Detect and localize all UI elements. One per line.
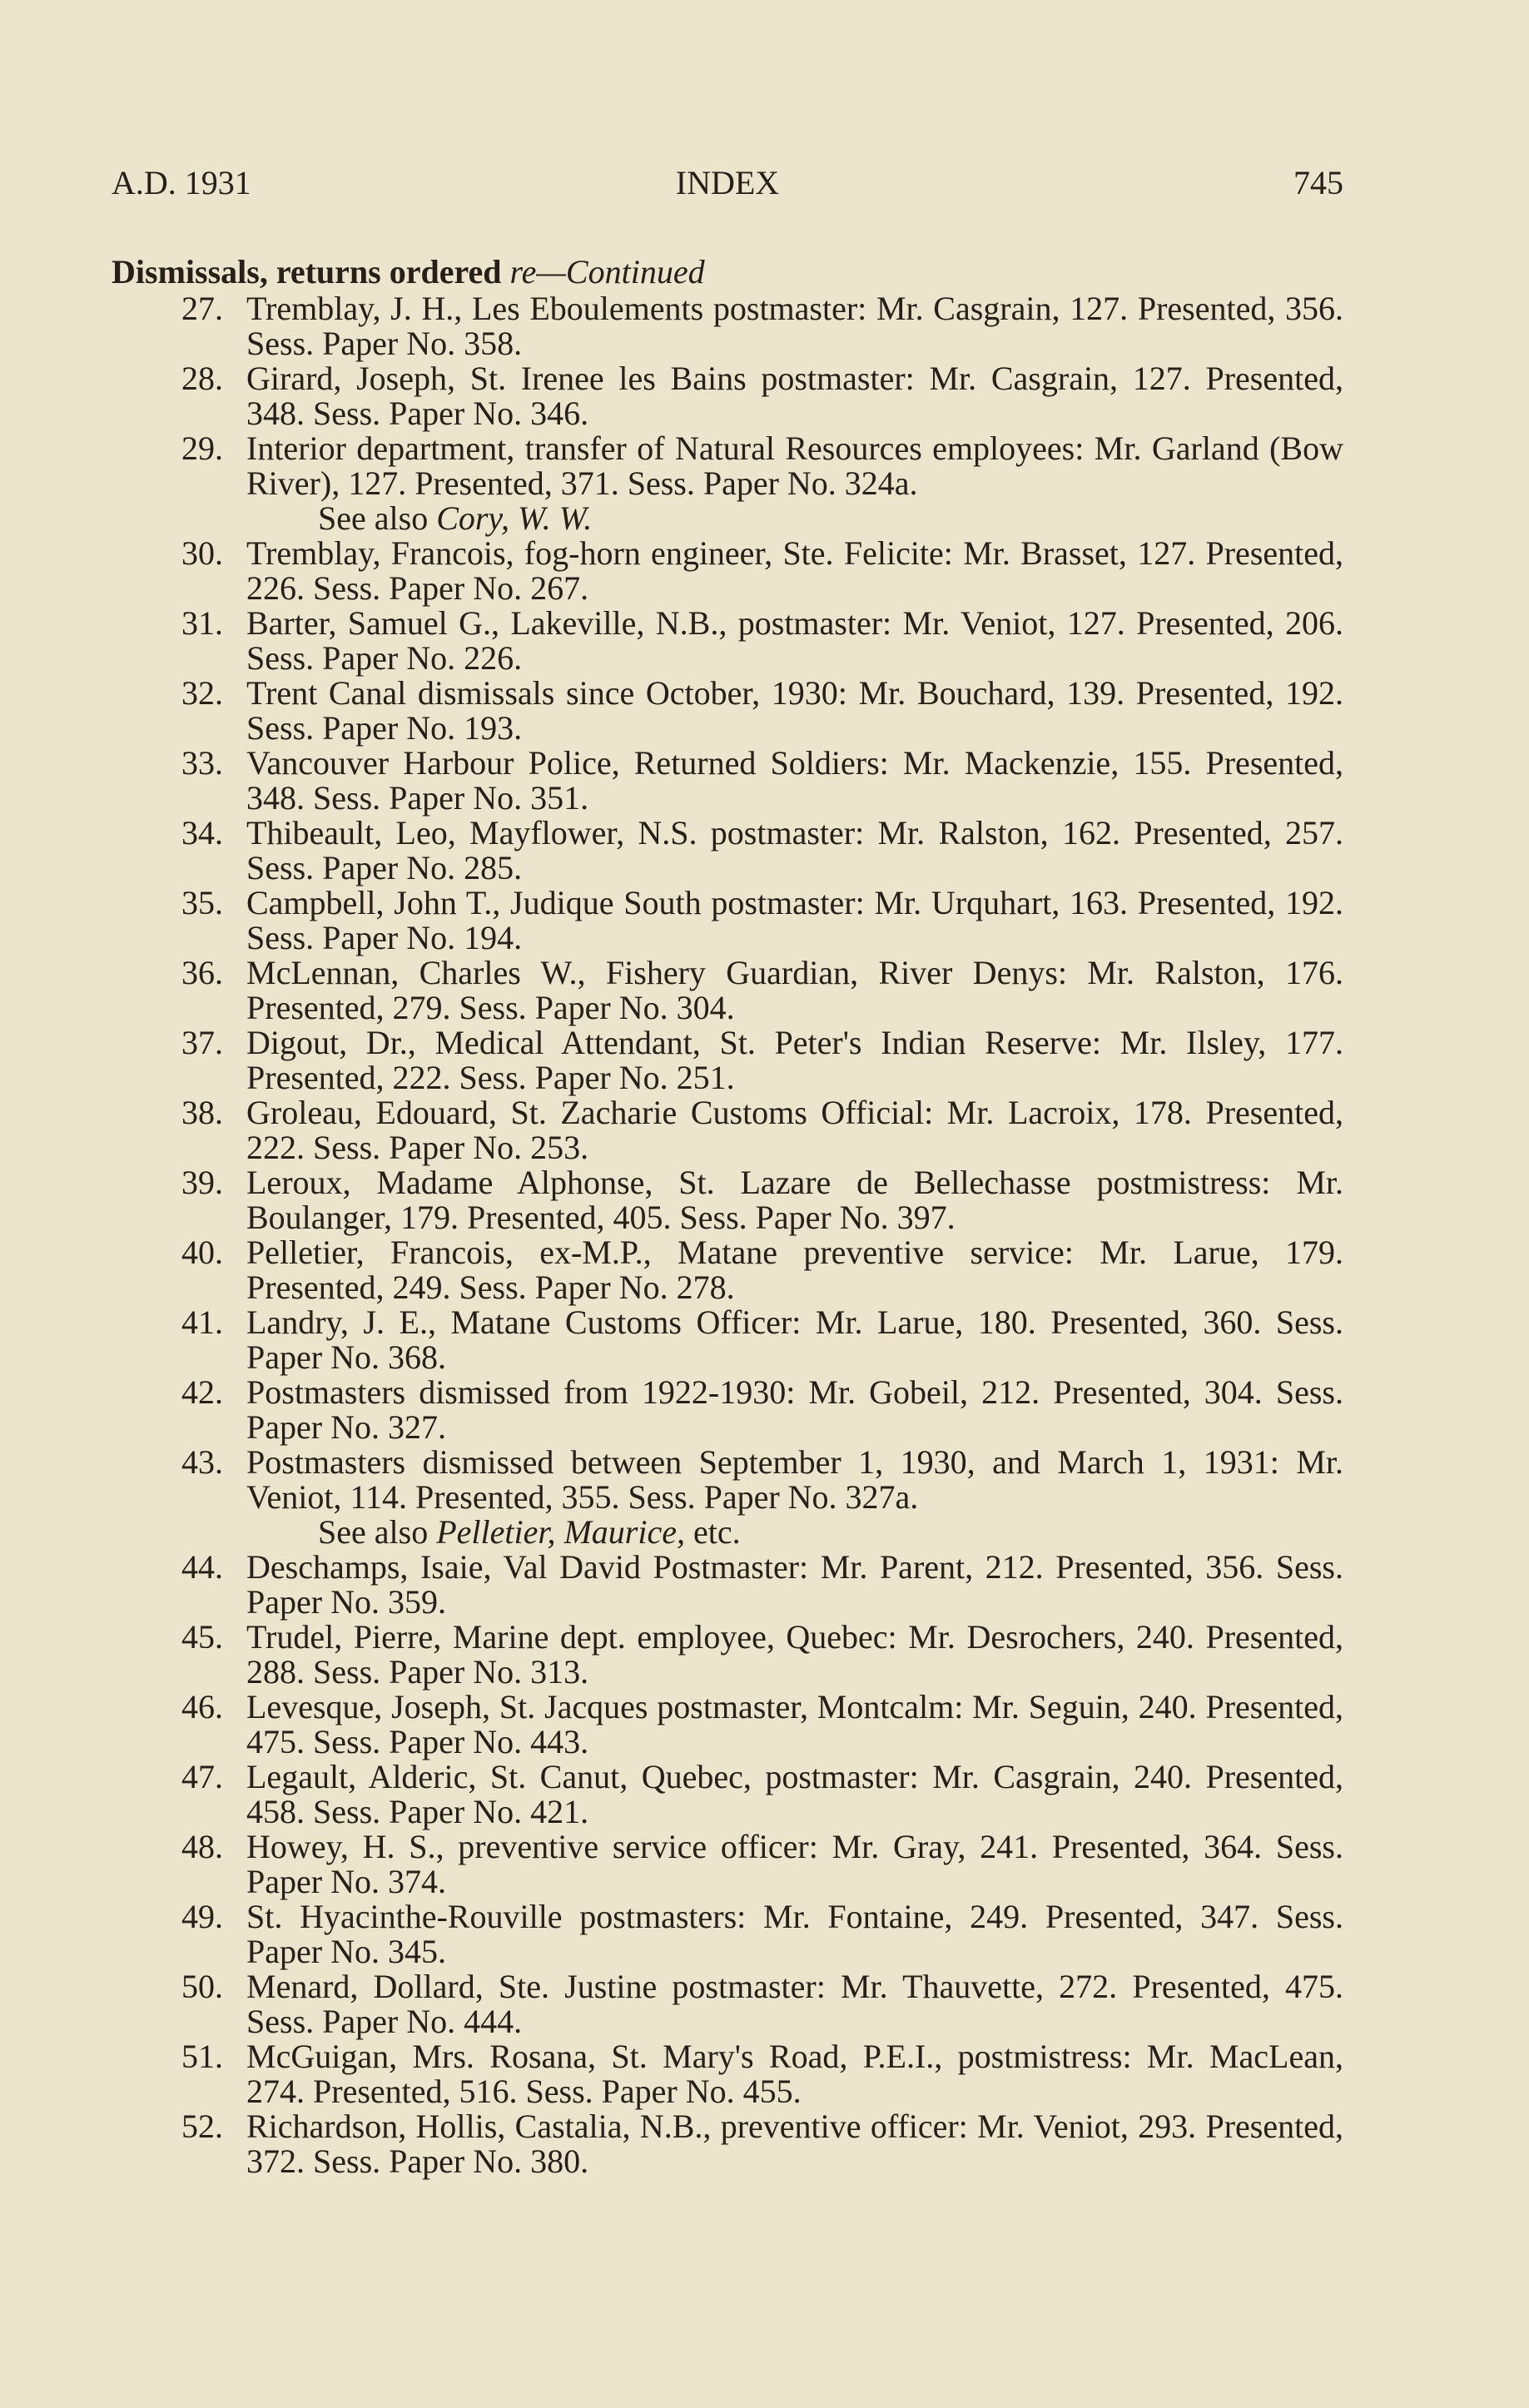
see-also-reference	[246, 1515, 1343, 1550]
entry-text: McLennan, Charles W., Fishery Guardian, River Denys: Mr. Ralston, 176. Presented, 279. Sess. Paper No. 304.	[246, 954, 1343, 1026]
entry-text: Girard, Joseph, St. Irenee les Bains postmaster: Mr. Casgrain, 127. Presented, 348. Sess. Paper No. 346.	[246, 360, 1343, 432]
entry-number: 45.	[181, 1618, 223, 1656]
section-heading-continued: —Continued	[536, 253, 705, 290]
entry-number: 52.	[181, 2108, 223, 2145]
entry-text: Leroux, Madame Alphonse, St. Lazare de Bellechasse postmistress: Mr. Boulanger, 179. Presented, 405. Sess. Paper No. 397.	[246, 1164, 1343, 1236]
entry-text: Barter, Samuel G., Lakeville, N.B., postmaster: Mr. Veniot, 127. Presented, 206. Sess. Paper No. 226.	[246, 604, 1343, 677]
entry-number: 32.	[181, 674, 223, 712]
index-entry	[112, 1375, 1343, 1445]
entry-number: 37.	[181, 1024, 223, 1061]
header-year: A.D. 1931	[112, 164, 251, 201]
index-entry	[112, 1969, 1343, 2039]
entry-text: Postmasters dismissed from 1922-1930: Mr. Gobeil, 212. Presented, 304. Sess. Paper No. 327.	[246, 1373, 1343, 1446]
entry-text: Tremblay, Francois, fog-horn engineer, Ste. Felicite: Mr. Brasset, 127. Presented, 226. Sess. Paper No. 267.	[246, 534, 1343, 607]
index-entry	[112, 2109, 1343, 2179]
see-also-reference	[246, 501, 1343, 536]
entry-list	[112, 291, 1343, 2179]
entry-number: 48.	[181, 1828, 223, 1865]
index-entry	[112, 1690, 1343, 1760]
entry-text: Interior department, transfer of Natural Resources employees: Mr. Garland (Bow River), 127. Presented, 371. Sess. Paper No. 324a.	[246, 429, 1343, 502]
entry-number: 39.	[181, 1164, 223, 1201]
entry-number: 40.	[181, 1234, 223, 1271]
index-entry	[112, 816, 1343, 886]
see-also-target: Pelletier, Maurice,	[436, 1513, 685, 1551]
entry-number: 43.	[181, 1443, 223, 1481]
entry-text: Trudel, Pierre, Marine dept. employee, Quebec: Mr. Desrochers, 240. Presented, 288. Sess. Paper No. 313.	[246, 1618, 1343, 1691]
header-title: INDEX	[675, 164, 780, 201]
see-also-suffix: etc.	[693, 1513, 741, 1551]
index-entry	[112, 1899, 1343, 1969]
index-entry	[112, 886, 1343, 956]
index-entry	[112, 361, 1343, 431]
index-entry	[112, 1235, 1343, 1305]
entry-number: 30.	[181, 534, 223, 572]
index-entry	[112, 746, 1343, 816]
entry-number: 51.	[181, 2038, 223, 2075]
index-entry	[112, 1165, 1343, 1235]
section-heading-bold: Dismissals, returns ordered	[112, 253, 502, 290]
index-entry	[112, 956, 1343, 1025]
entry-text: McGuigan, Mrs. Rosana, St. Mary's Road, P.E.I., postmistress: Mr. MacLean, 274. Presented, 516. Sess. Paper No. 455.	[246, 2038, 1343, 2110]
entry-text: St. Hyacinthe-Rouville postmasters: Mr. Fontaine, 249. Presented, 347. Sess. Paper No. 345.	[246, 1898, 1343, 1970]
entry-number: 33.	[181, 744, 223, 782]
entry-text: Howey, H. S., preventive service officer: Mr. Gray, 241. Presented, 364. Sess. Paper No. 374.	[246, 1828, 1343, 1900]
entry-text: Postmasters dismissed between September 1, 1930, and March 1, 1931: Mr. Veniot, 114. Presented, 355. Sess. Paper No. 327a.	[246, 1443, 1343, 1516]
entry-number: 36.	[181, 954, 223, 991]
index-entry	[112, 606, 1343, 676]
see-also-target: Cory, W. W.	[436, 499, 593, 537]
see-also-prefix: See also	[318, 1513, 429, 1551]
entry-text: Landry, J. E., Matane Customs Officer: Mr. Larue, 180. Presented, 360. Sess. Paper No. 368.	[246, 1303, 1343, 1376]
index-entry	[112, 1445, 1343, 1550]
entry-number: 27.	[181, 290, 223, 327]
entry-number: 50.	[181, 1968, 223, 2005]
index-entry	[112, 1550, 1343, 1620]
index-entry	[112, 536, 1343, 606]
entry-number: 34.	[181, 814, 223, 851]
index-entry	[112, 431, 1343, 536]
index-entry	[112, 291, 1343, 361]
entry-text: Groleau, Edouard, St. Zacharie Customs Official: Mr. Lacroix, 178. Presented, 222. Sess. Paper No. 253.	[246, 1094, 1343, 1166]
index-entry	[112, 1760, 1343, 1830]
entry-text: Richardson, Hollis, Castalia, N.B., preventive officer: Mr. Veniot, 293. Presented, 372. Sess. Paper No. 380.	[246, 2108, 1343, 2180]
entry-number: 31.	[181, 604, 223, 642]
entry-number: 41.	[181, 1303, 223, 1341]
entry-text: Menard, Dollard, Ste. Justine postmaster: Mr. Thauvette, 272. Presented, 475. Sess. Paper No. 444.	[246, 1968, 1343, 2040]
index-entry	[112, 1025, 1343, 1095]
entry-number: 42.	[181, 1373, 223, 1411]
entry-number: 38.	[181, 1094, 223, 1131]
index-entry	[112, 1620, 1343, 1690]
entry-text: Levesque, Joseph, St. Jacques postmaster, Montcalm: Mr. Seguin, 240. Presented, 475. Sess. Paper No. 443.	[246, 1688, 1343, 1760]
entry-text: Deschamps, Isaie, Val David Postmaster: Mr. Parent, 212. Presented, 356. Sess. Paper No. 359.	[246, 1548, 1343, 1621]
entry-number: 44.	[181, 1548, 223, 1586]
entry-number: 35.	[181, 884, 223, 921]
section-heading-re: re	[509, 253, 537, 290]
entry-text: Trent Canal dismissals since October, 1930: Mr. Bouchard, 139. Presented, 192. Sess. Paper No. 193.	[246, 674, 1343, 747]
index-entry	[112, 1095, 1343, 1165]
entry-number: 49.	[181, 1898, 223, 1935]
entry-text: Campbell, John T., Judique South postmaster: Mr. Urquhart, 163. Presented, 192. Sess. Paper No. 194.	[246, 884, 1343, 956]
index-entry	[112, 676, 1343, 746]
entry-number: 29.	[181, 429, 223, 467]
entry-number: 28.	[181, 360, 223, 397]
section-heading	[112, 253, 705, 291]
entry-text: Thibeault, Leo, Mayflower, N.S. postmaster: Mr. Ralston, 162. Presented, 257. Sess. Paper No. 285.	[246, 814, 1343, 886]
entry-number: 46.	[181, 1688, 223, 1725]
index-entry	[112, 2039, 1343, 2109]
see-also-prefix: See also	[318, 499, 429, 537]
index-entry	[112, 1830, 1343, 1899]
entry-text: Legault, Alderic, St. Canut, Quebec, postmaster: Mr. Casgrain, 240. Presented, 458. Sess. Paper No. 421.	[246, 1758, 1343, 1830]
entry-text: Pelletier, Francois, ex-M.P., Matane preventive service: Mr. Larue, 179. Presented, 249. Sess. Paper No. 278.	[246, 1234, 1343, 1306]
entry-text: Tremblay, J. H., Les Eboulements postmaster: Mr. Casgrain, 127. Presented, 356. Sess. Paper No. 358.	[246, 290, 1343, 362]
page-number: 745	[1293, 164, 1343, 201]
entry-text: Vancouver Harbour Police, Returned Soldiers: Mr. Mackenzie, 155. Presented, 348. Sess. Paper No. 351.	[246, 744, 1343, 817]
page-header	[112, 163, 1343, 213]
entry-text: Digout, Dr., Medical Attendant, St. Peter's Indian Reserve: Mr. Ilsley, 177. Presented, 222. Sess. Paper No. 251.	[246, 1024, 1343, 1096]
entry-number: 47.	[181, 1758, 223, 1795]
index-entry	[112, 1305, 1343, 1375]
